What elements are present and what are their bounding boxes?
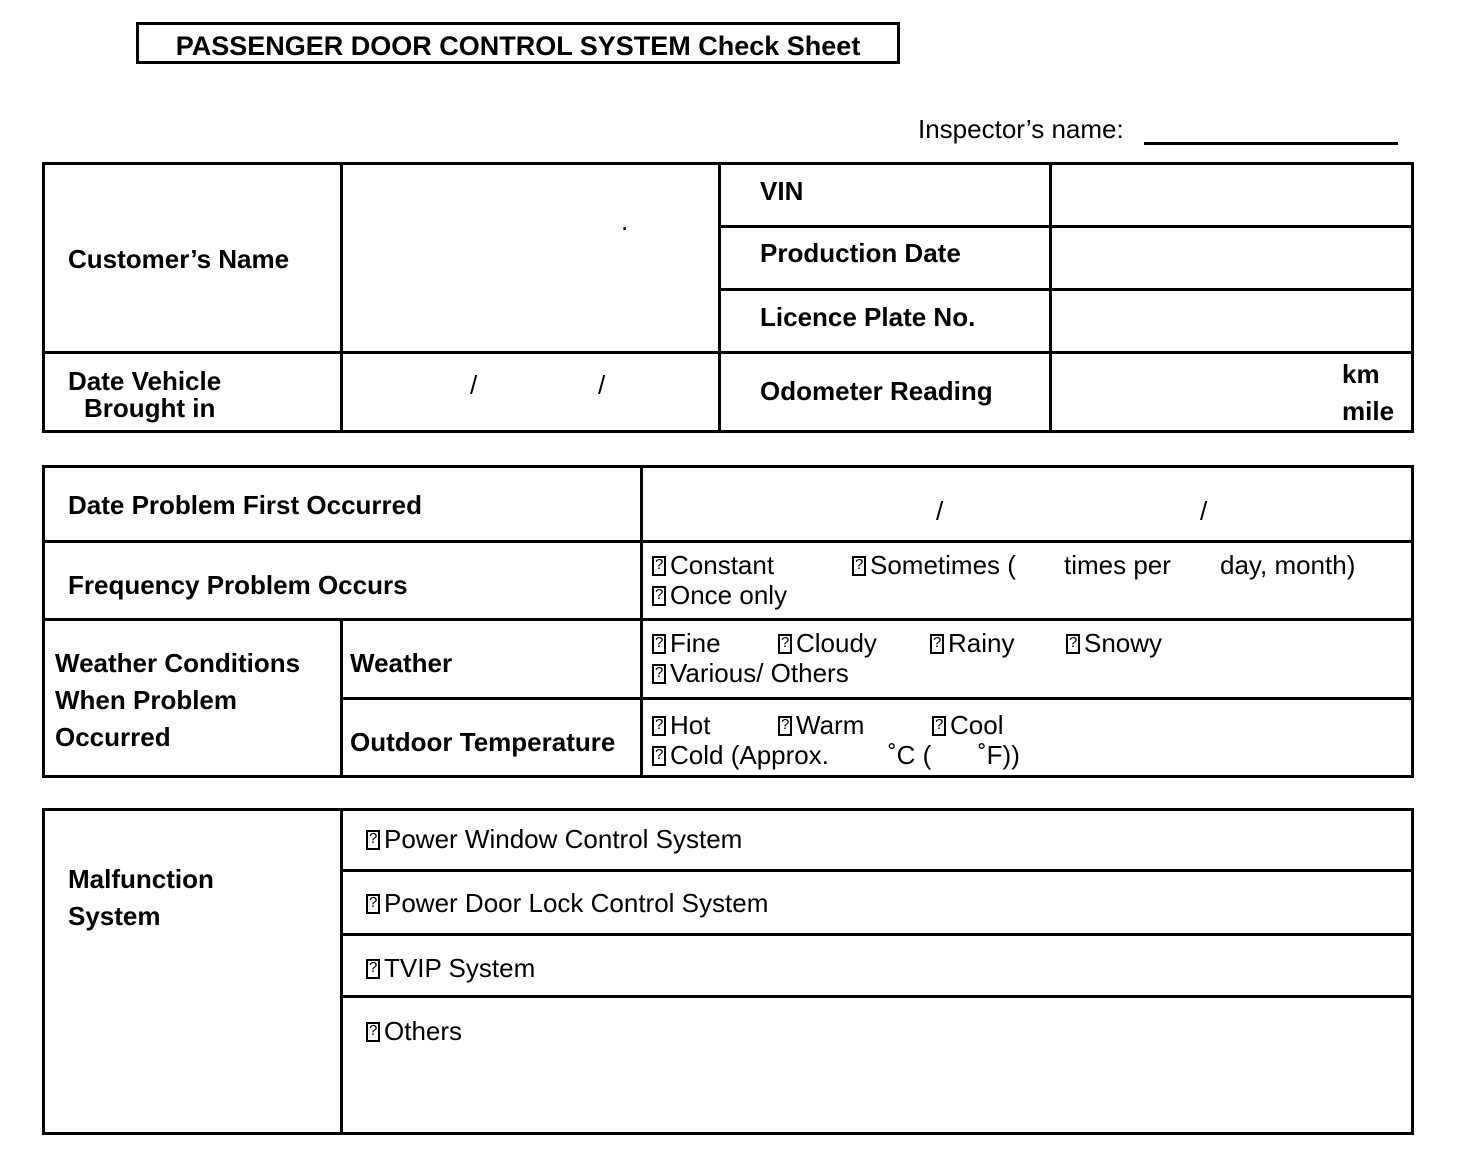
checkbox-icon[interactable] <box>652 634 666 654</box>
licence-plate-label: Licence Plate No. <box>760 302 976 332</box>
malfunction-tvip-option[interactable]: ?TVIP System <box>366 953 535 983</box>
weather-conditions-label-line1: Weather Conditions <box>55 648 301 678</box>
date-brought-label-line1: Date Vehicle <box>68 366 222 396</box>
checkbox-icon[interactable] <box>652 586 666 606</box>
vin-label: VIN <box>760 176 804 206</box>
freq-once-option[interactable]: ?Once only <box>652 580 787 610</box>
checkbox-icon[interactable] <box>652 746 666 766</box>
customers-name-label: Customer’s Name <box>68 244 290 274</box>
page-title: PASSENGER DOOR CONTROL SYSTEM Check Sheet <box>175 31 861 61</box>
checkbox-icon[interactable] <box>930 634 944 654</box>
weather-various-option[interactable]: ?Various/ Others <box>652 658 849 688</box>
date-brought-sep-1: / <box>470 370 478 400</box>
temp-cool-option[interactable]: ? Cool <box>932 710 1003 740</box>
outdoor-temp-label: Outdoor Temperature <box>350 727 616 757</box>
checkbox-icon[interactable] <box>366 894 380 914</box>
checkbox-icon[interactable] <box>778 716 792 736</box>
weather-rainy-option[interactable]: ? Rainy <box>930 628 1014 658</box>
weather-cloudy-option[interactable]: ? Cloudy <box>778 628 877 658</box>
checkbox-icon[interactable] <box>852 556 866 576</box>
freq-times-per: times per <box>1064 550 1171 580</box>
malfunction-power-door-lock-option[interactable]: ?Power Door Lock Control System <box>366 888 768 918</box>
weather-fine-option[interactable]: ?Fine <box>652 628 721 658</box>
date-brought-sep-2: / <box>598 370 606 400</box>
date-brought-label-line2: Brought in <box>84 393 216 423</box>
freq-day-month: day, month) <box>1220 550 1356 580</box>
temp-hot-option[interactable]: ?Hot <box>652 710 710 740</box>
checkbox-icon[interactable] <box>932 716 946 736</box>
checkbox-icon[interactable] <box>778 634 792 654</box>
temp-cold-option[interactable]: ?Cold (Approx. <box>652 740 829 770</box>
checkbox-icon[interactable] <box>366 959 380 979</box>
frequency-label: Frequency Problem Occurs <box>68 570 408 600</box>
first-occurred-label: Date Problem First Occurred <box>68 490 422 520</box>
first-occurred-sep-1: / <box>936 496 944 526</box>
temp-fahrenheit-unit: ˚F)) <box>978 740 1020 770</box>
weather-snowy-option[interactable]: ? Snowy <box>1066 628 1162 658</box>
checkbox-icon[interactable] <box>366 1022 380 1042</box>
odometer-unit-mile: mile <box>1342 396 1395 426</box>
malfunction-power-window-option[interactable]: ?Power Window Control System <box>366 824 742 854</box>
checkbox-icon[interactable] <box>366 830 380 850</box>
temp-warm-option[interactable]: ? Warm <box>778 710 864 740</box>
checkbox-icon[interactable] <box>1066 634 1080 654</box>
malfunction-label-line2: System <box>68 901 161 931</box>
checkbox-icon[interactable] <box>652 556 666 576</box>
weather-conditions-label-line2: When Problem <box>55 685 238 715</box>
inspector-name-field[interactable] <box>1144 142 1398 145</box>
malfunction-others-option[interactable]: ?Others <box>366 1016 462 1046</box>
first-occurred-sep-2: / <box>1200 496 1208 526</box>
production-date-label: Production Date <box>760 238 961 268</box>
inspector-label: Inspector’s name: <box>918 114 1124 144</box>
customer-name-dot: . <box>621 206 629 236</box>
malfunction-label-line1: Malfunction <box>68 864 214 894</box>
checkbox-icon[interactable] <box>652 664 666 684</box>
freq-constant-option[interactable]: ?Constant <box>652 550 774 580</box>
weather-label: Weather <box>350 648 453 678</box>
odometer-unit-km: km <box>1342 359 1380 389</box>
checkbox-icon[interactable] <box>652 716 666 736</box>
title-box <box>136 22 900 64</box>
weather-conditions-label-line3: Occurred <box>55 722 171 752</box>
temp-celsius-unit: ˚C ( <box>888 740 932 770</box>
freq-sometimes-option[interactable]: ? Sometimes ( <box>852 550 1016 580</box>
odometer-label: Odometer Reading <box>760 376 993 406</box>
